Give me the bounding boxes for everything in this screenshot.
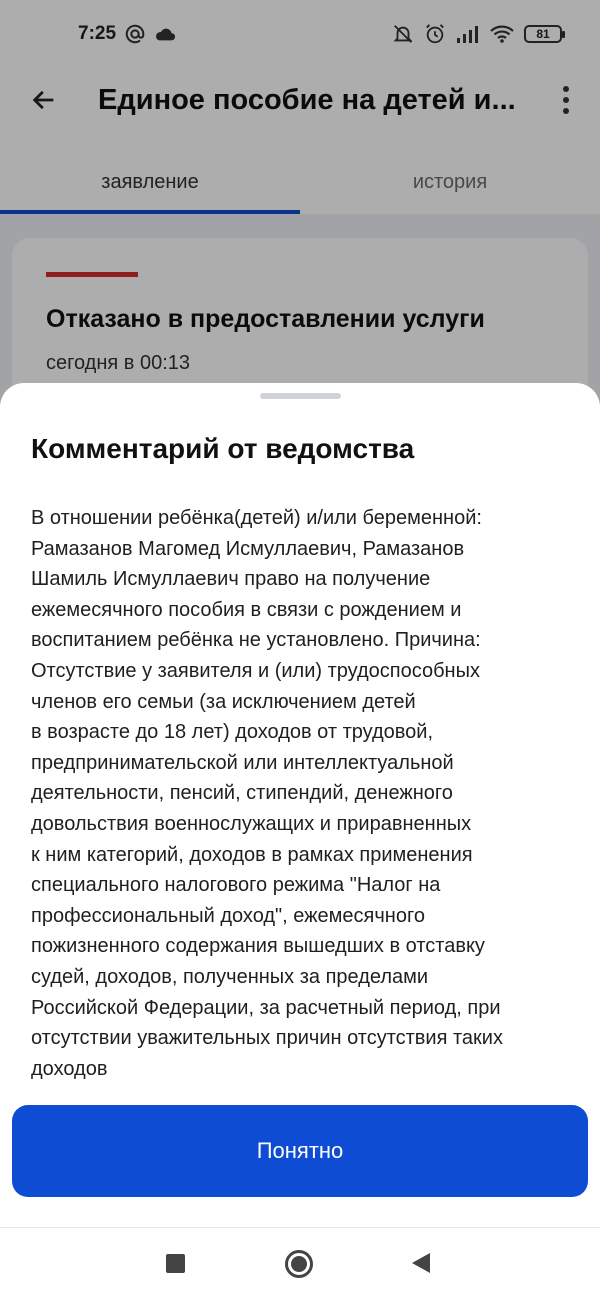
sheet-title: Комментарий от ведомства	[31, 433, 415, 464]
recent-apps-icon[interactable]	[166, 1254, 185, 1273]
back-triangle-icon[interactable]	[412, 1253, 430, 1273]
tab-history[interactable]: история	[412, 170, 488, 193]
status-time: 7:25	[78, 23, 117, 44]
page-title: Единое пособие на детей и...	[98, 83, 516, 116]
system-navigation-bar	[0, 1228, 600, 1299]
battery-indicator: 81	[524, 25, 562, 43]
status-title: Отказано в предоставлении услуги	[46, 305, 485, 333]
sheet-comment-text: В отношении ребёнка(детей) и/или беременной: Рамазанов Магомед Исмуллаевич, Рамазанов Шамиль Исмуллаевич право на получение ежемесячного пособия в связи с рождением и воспитанием ребёнка не установлено. Причина: Отсутствие у заявителя и (или) трудоспособных членов его семьи (за исключением детей в возрасте до 18 лет) доходов от трудовой, предпринимательской или интеллектуальной деятельности, пенсий, стипендий, денежного довольствия военнослужащих и приравненных к ним категорий, доходов в рамках применения специального налогового режима "Налог на профессиональный доход", ежемесячного пожизненного содержания вышедших в отставку судей, доходов, полученных за пределами Российской Федерации, за расчетный период, при отсутствии уважительных причин отсутствия таких доходов	[31, 507, 503, 1080]
ok-button[interactable]: Понятно	[12, 1105, 588, 1197]
bottom-sheet	[0, 383, 600, 1299]
sheet-drag-handle[interactable]	[260, 393, 341, 399]
tab-application[interactable]: заявление	[0, 150, 300, 214]
home-icon[interactable]	[285, 1250, 313, 1278]
status-date: сегодня в 00:13	[46, 352, 190, 374]
